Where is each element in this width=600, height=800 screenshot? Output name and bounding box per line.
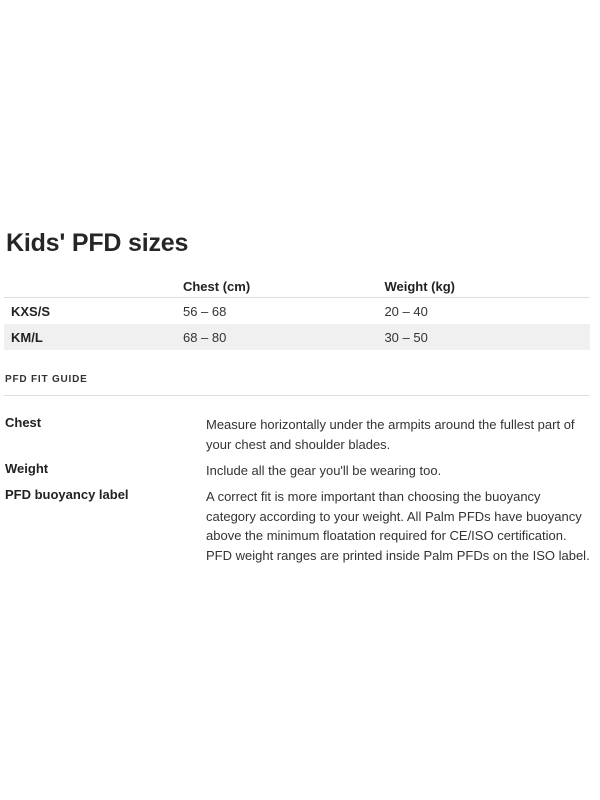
chest-cell: 56 – 68 [182, 303, 227, 319]
size-cell: KXS/S [11, 303, 51, 319]
chest-cell: 68 – 80 [183, 324, 384, 350]
weight-cell: 30 – 50 [384, 324, 590, 350]
size-cell: KM/L [4, 324, 183, 350]
fit-guide-description: Include all the gear you'll be wearing too. [206, 463, 442, 478]
fit-guide-term: PFD buoyancy label [5, 487, 129, 502]
fit-guide-term: Chest [5, 415, 42, 430]
fit-guide-description: Measure horizontally under the armpits around the fullest part of your chest and shoulder blades. [206, 417, 575, 452]
fit-guide-divider [4, 395, 590, 396]
table-row [4, 298, 590, 325]
fit-guide-term: Weight [5, 461, 49, 476]
weight-column-header: Weight (kg) [384, 276, 590, 298]
size-column-header [4, 276, 183, 298]
size-table [4, 276, 590, 350]
table-row [4, 324, 590, 350]
fit-guide-description: A correct fit is more important than choosing the buoyancy category according to your weight. All Palm PFDs have buoyancy above the minimum floatation required for CE/ISO certification. PFD weight ranges are printed inside Palm PFDs on the ISO label. [206, 489, 590, 563]
weight-cell: 20 – 40 [384, 303, 428, 319]
chest-column-header: Chest (cm) [183, 276, 384, 298]
size-table-header-row [4, 276, 590, 298]
fit-guide-heading: PFD FIT GUIDE [5, 374, 88, 385]
page-title: Kids' PFD sizes [6, 229, 189, 257]
